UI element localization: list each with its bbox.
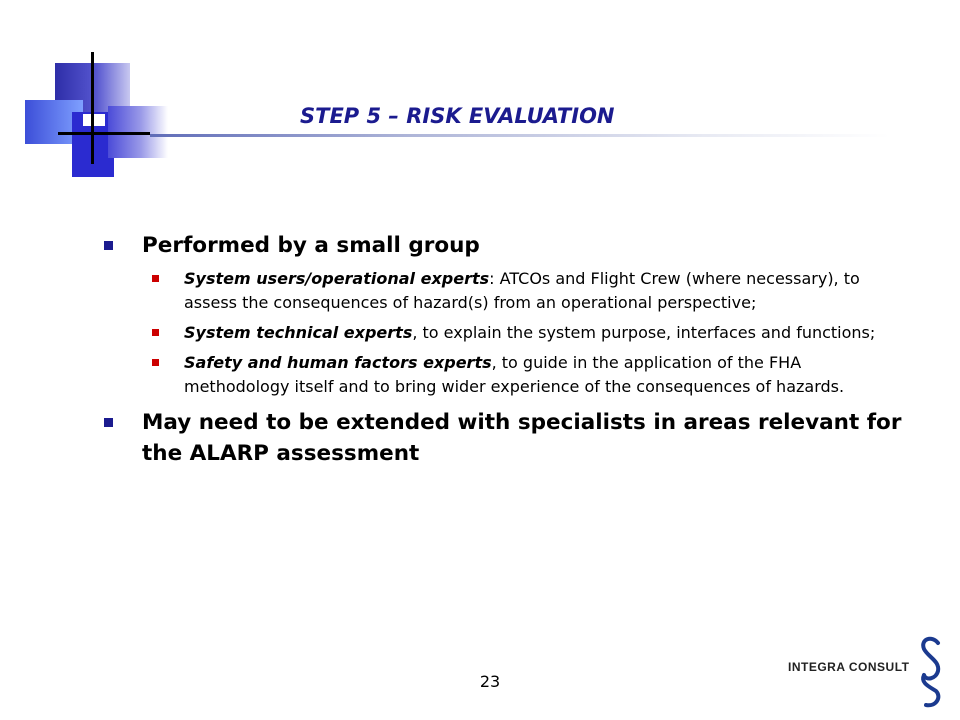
bullet-text: May need to be extended with specialists in areas relevant for the ALARP assessment: [142, 410, 902, 466]
sub-bullet-emphasis: Safety and human factors experts: [184, 353, 492, 372]
company-logo: [788, 635, 948, 715]
bullet-item: [104, 230, 904, 261]
bullet-text: Performed by a small group: [142, 233, 480, 258]
sub-bullet-emphasis: System users/operational experts: [184, 269, 490, 288]
square-bullet-icon: [152, 275, 159, 282]
sub-bullet-item: [104, 321, 904, 345]
sub-bullet-item: [104, 351, 904, 399]
sub-bullet-text: : ATCOs and Flight Crew (where necessary), to assess the consequences of hazard(s) from an operational perspective;: [184, 269, 860, 312]
square-bullet-icon: [152, 329, 159, 336]
square-bullet-icon: [152, 359, 159, 366]
bullet-item: [104, 407, 904, 469]
deco-notch: [83, 114, 105, 126]
page-number: 23: [479, 672, 501, 691]
sub-bullet-emphasis: System technical experts: [184, 323, 413, 342]
slide-body: [104, 230, 904, 469]
title-underline: [150, 134, 890, 137]
slide-title: STEP 5 – RISK EVALUATION: [300, 104, 615, 128]
square-bullet-icon: [104, 418, 113, 427]
sub-bullet-text: , to explain the system purpose, interfaces and functions;: [412, 323, 876, 342]
sub-bullet-text: , to guide in the application of the FHA methodology itself and to bring wider experience of the consequences of hazards.: [184, 353, 845, 396]
section-sign-icon: [916, 635, 946, 710]
sub-bullet-item: [104, 267, 904, 315]
deco-horizontal-line: [58, 132, 150, 135]
deco-vertical-line: [91, 52, 94, 164]
square-bullet-icon: [104, 241, 113, 250]
logo-text: INTEGRA CONSULT: [788, 660, 910, 674]
